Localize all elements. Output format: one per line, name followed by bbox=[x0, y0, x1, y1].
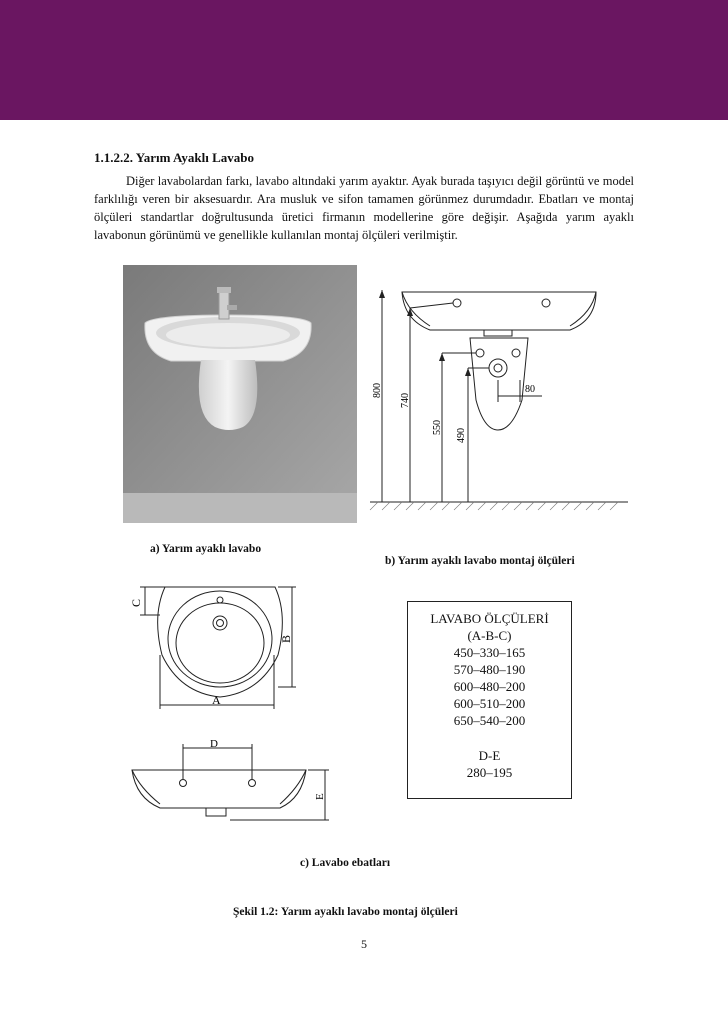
caption-b: b) Yarım ayaklı lavabo montaj ölçüleri bbox=[385, 555, 575, 567]
dimensions-row: 650–540–200 bbox=[453, 713, 526, 728]
dimensions-row: 600–480–200 bbox=[453, 679, 526, 694]
dimensions-table-box bbox=[407, 601, 572, 799]
label-b: B bbox=[279, 634, 293, 643]
dim-740: 740 bbox=[400, 393, 411, 408]
section-heading: 1.1.2.2. Yarım Ayaklı Lavabo bbox=[94, 150, 254, 165]
mounting-dimensions-drawing bbox=[360, 280, 630, 515]
washbasin-photo-illustration bbox=[123, 265, 357, 523]
section-paragraph: Diğer lavabolardan farkı, lavabo altındaki yarım ayaktır. Ayak burada taşıyıcı değil görüntü ve model farklılığı veren bir aksesuardır. Ara musluk ve sifon tamamen görünmez durumdadır. Ebatları ve montaj ölçüleri standartlar doğrultusunda üretici firmanın modellerine göre değişir. Aşağıda yarım ayaklı lavabonun görünümü ve genellikle kullanılan montaj ölçüleri verilmiştir. bbox=[94, 174, 634, 242]
label-e: E bbox=[314, 793, 326, 800]
label-c: C bbox=[129, 598, 143, 607]
dim-550: 550 bbox=[432, 420, 443, 435]
dimensions-row: 570–480–190 bbox=[453, 662, 526, 677]
washbasin-photo bbox=[123, 265, 357, 523]
label-d: D bbox=[210, 738, 218, 750]
dim-80: 80 bbox=[525, 384, 535, 395]
de-title: D-E bbox=[478, 748, 501, 763]
dimensions-row: 600–510–200 bbox=[453, 696, 526, 711]
dim-490: 490 bbox=[456, 428, 467, 443]
de-value: 280–195 bbox=[466, 765, 513, 780]
caption-c: c) Lavabo ebatları bbox=[300, 857, 391, 869]
dim-800: 800 bbox=[372, 383, 383, 398]
page-number: 5 bbox=[361, 937, 367, 951]
basin-top-view bbox=[120, 575, 310, 715]
basin-front-view bbox=[120, 738, 335, 833]
figure-title: Şekil 1.2: Yarım ayaklı lavabo montaj ölçüleri bbox=[233, 906, 458, 918]
dimensions-row: 450–330–165 bbox=[453, 645, 526, 660]
dimensions-table-subtitle: (A-B-C) bbox=[467, 628, 512, 643]
dimensions-table-title: LAVABO ÖLÇÜLERİ bbox=[430, 611, 549, 626]
header-banner bbox=[0, 0, 728, 120]
label-a: A bbox=[212, 693, 221, 707]
caption-a: a) Yarım ayaklı lavabo bbox=[150, 543, 262, 555]
